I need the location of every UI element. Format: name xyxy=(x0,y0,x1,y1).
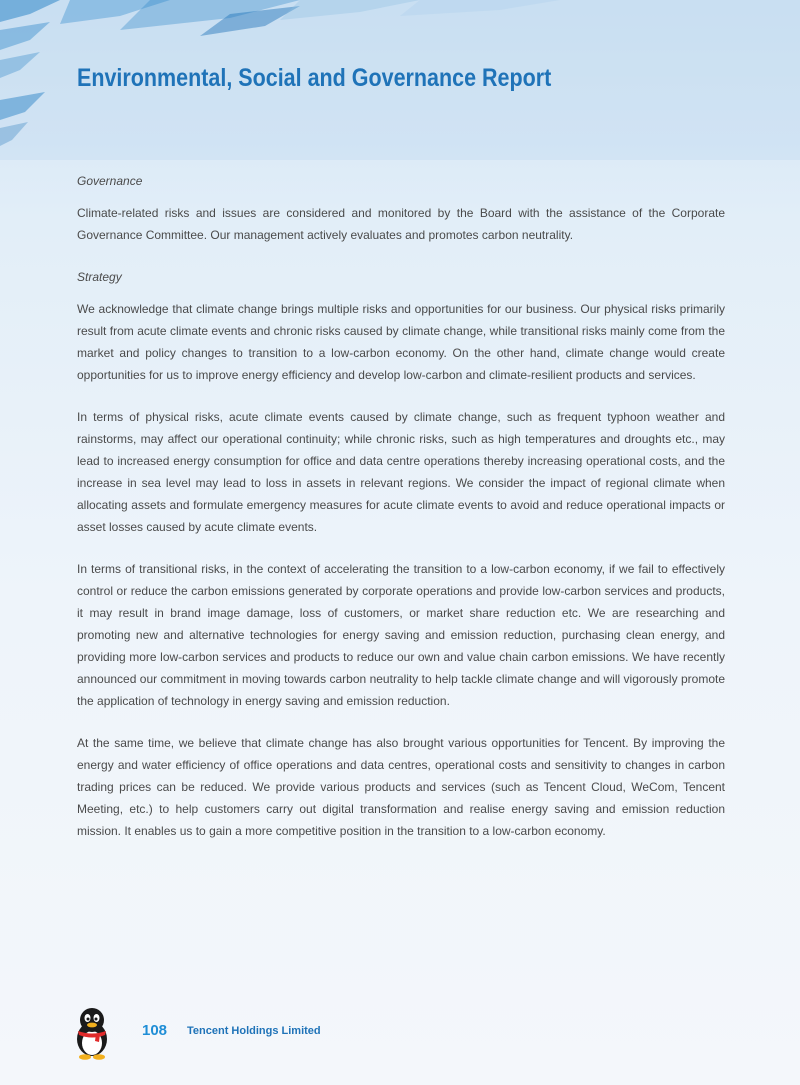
company-name: Tencent Holdings Limited xyxy=(187,1025,321,1037)
section-governance xyxy=(77,170,725,246)
report-body xyxy=(77,170,725,862)
paragraph: In terms of physical risks, acute climate events caused by climate change, such as frequent typhoon weather and rainstorms, may affect our operational continuity; while chronic risks, such as high temperatures and droughts etc., may lead to increased energy consumption for office and data centre operations thereby increasing operational costs, and the increase in sea level may lead to loss in assets in relevant regions. We consider the impact of regional climate when allocating assets and formulate emergency measures for acute climate events to avoid and reduce operational impacts or asset losses caused by acute climate events. xyxy=(77,410,725,534)
page-number: 108 xyxy=(142,1022,168,1039)
section-strategy xyxy=(77,266,725,842)
paragraph: Climate-related risks and issues are considered and monitored by the Board with the assistance of the Corporate Governance Committee. Our management actively evaluates and promotes carbon neutrality. xyxy=(77,206,725,242)
paragraph: We acknowledge that climate change brings multiple risks and opportunities for our business. Our physical risks primarily result from acute climate events and chronic risks caused by climate change, while transitional risks mainly come from the market and policy changes to transition to a low-carbon economy. On the other hand, climate change would create opportunities for us to improve energy efficiency and develop low-carbon and climate-resilient products and services. xyxy=(77,302,725,382)
paragraph: In terms of transitional risks, in the context of accelerating the transition to a low-carbon economy, if we fail to effectively control or reduce the carbon emissions generated by corporate operations and provide low-carbon services and products, it may result in brand image damage, loss of customers, or market share reduction etc. We are researching and promoting new and alternative technologies for energy saving and emission reduction, purchasing clean energy, and providing more low-carbon services and products to reduce our own and value chain carbon emissions. We have recently announced our commitment in moving towards carbon neutrality to help tackle climate change and will vigorously promote the application of technology in energy saving and emission reduction. xyxy=(77,562,725,708)
penguin-mascot-icon xyxy=(72,1005,112,1061)
section-heading: Strategy xyxy=(77,270,122,284)
paragraph: At the same time, we believe that climate change has also brought various opportunities for Tencent. By improving the energy and water efficiency of office operations and data centres, operational costs and sensitivity to changes in carbon trading prices can be reduced. We provide various products and services (such as Tencent Cloud, WeCom, Tencent Meeting, etc.) to help customers carry out digital transformation and realise energy saving and emission reduction mission. It enables us to gain a more competitive position in the transition to a low-carbon economy. xyxy=(77,736,725,838)
section-heading: Governance xyxy=(77,174,143,188)
page-title: Environmental, Social and Governance Report xyxy=(77,64,552,92)
